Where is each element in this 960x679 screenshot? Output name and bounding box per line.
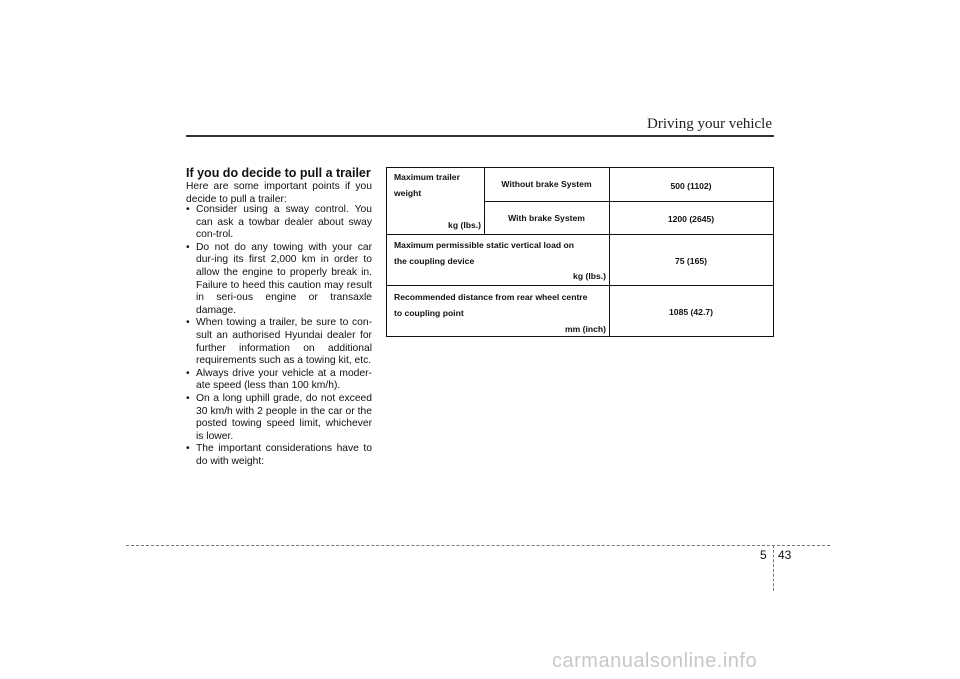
bullet-item: • On a long uphill grade, do not exceed 30 km/h with 2 people in the car or the posted towing speed limit, whichever is lower. [186, 393, 372, 443]
table-hline [484, 201, 773, 202]
max-trailer-weight-label: Maximum trailer [394, 172, 460, 182]
max-trailer-weight-unit: kg (lbs.) [448, 220, 481, 230]
with-brake-label: With brake System [508, 213, 585, 223]
static-load-label: the coupling device [394, 256, 475, 266]
bullet-list [186, 204, 372, 468]
with-brake-value: 1200 (2645) [667, 214, 715, 224]
page-divider [773, 545, 774, 591]
intro-paragraph: Here are some important points if you decide to pull a trailer: [186, 181, 372, 205]
footer-rule [126, 545, 830, 546]
coupling-distance-value: 1085 (42.7) [669, 307, 713, 317]
header-rule [186, 135, 774, 137]
coupling-distance-unit: mm (inch) [564, 324, 606, 334]
bullet-item: • When towing a trailer, be sure to con-sult an authorised Hyundai dealer for further information on additional requirements such as a towing kit, etc. [186, 317, 372, 367]
static-load-value: 75 (165) [674, 256, 707, 266]
chapter-number: 5 [760, 548, 767, 562]
max-trailer-weight-label: weight [394, 188, 422, 198]
bullet-item: • Do not do any towing with your car dur-ing its first 2,000 km in order to allow the engine to properly break in. Failure to heed this caution may result in seri-ous engine or transaxle damage. [186, 242, 372, 318]
coupling-distance-label: Recommended distance from rear wheel centre [394, 292, 588, 302]
without-brake-value: 500 (1102) [670, 181, 712, 191]
coupling-distance-label: to coupling point [394, 308, 464, 318]
bullet-item: • The important considerations have to do with weight: [186, 443, 372, 468]
watermark: carmanualsonline.info [552, 650, 758, 672]
section-title: If you do decide to pull a trailer [186, 166, 371, 180]
trailer-spec-table [386, 167, 774, 337]
table-vline [484, 168, 485, 234]
page-number: 43 [778, 548, 792, 562]
table-hline [387, 234, 773, 235]
without-brake-label: Without brake System [501, 179, 592, 189]
table-hline [387, 285, 773, 286]
bullet-item: • Consider using a sway control. You can ask a towbar dealer about sway con-trol. [186, 204, 372, 242]
static-load-unit: kg (lbs.) [573, 271, 606, 281]
bullet-item: • Always drive your vehicle at a moder-ate speed (less than 100 km/h). [186, 368, 372, 393]
static-load-label: Maximum permissible static vertical load on [394, 240, 575, 250]
header-title: Driving your vehicle [647, 116, 772, 132]
